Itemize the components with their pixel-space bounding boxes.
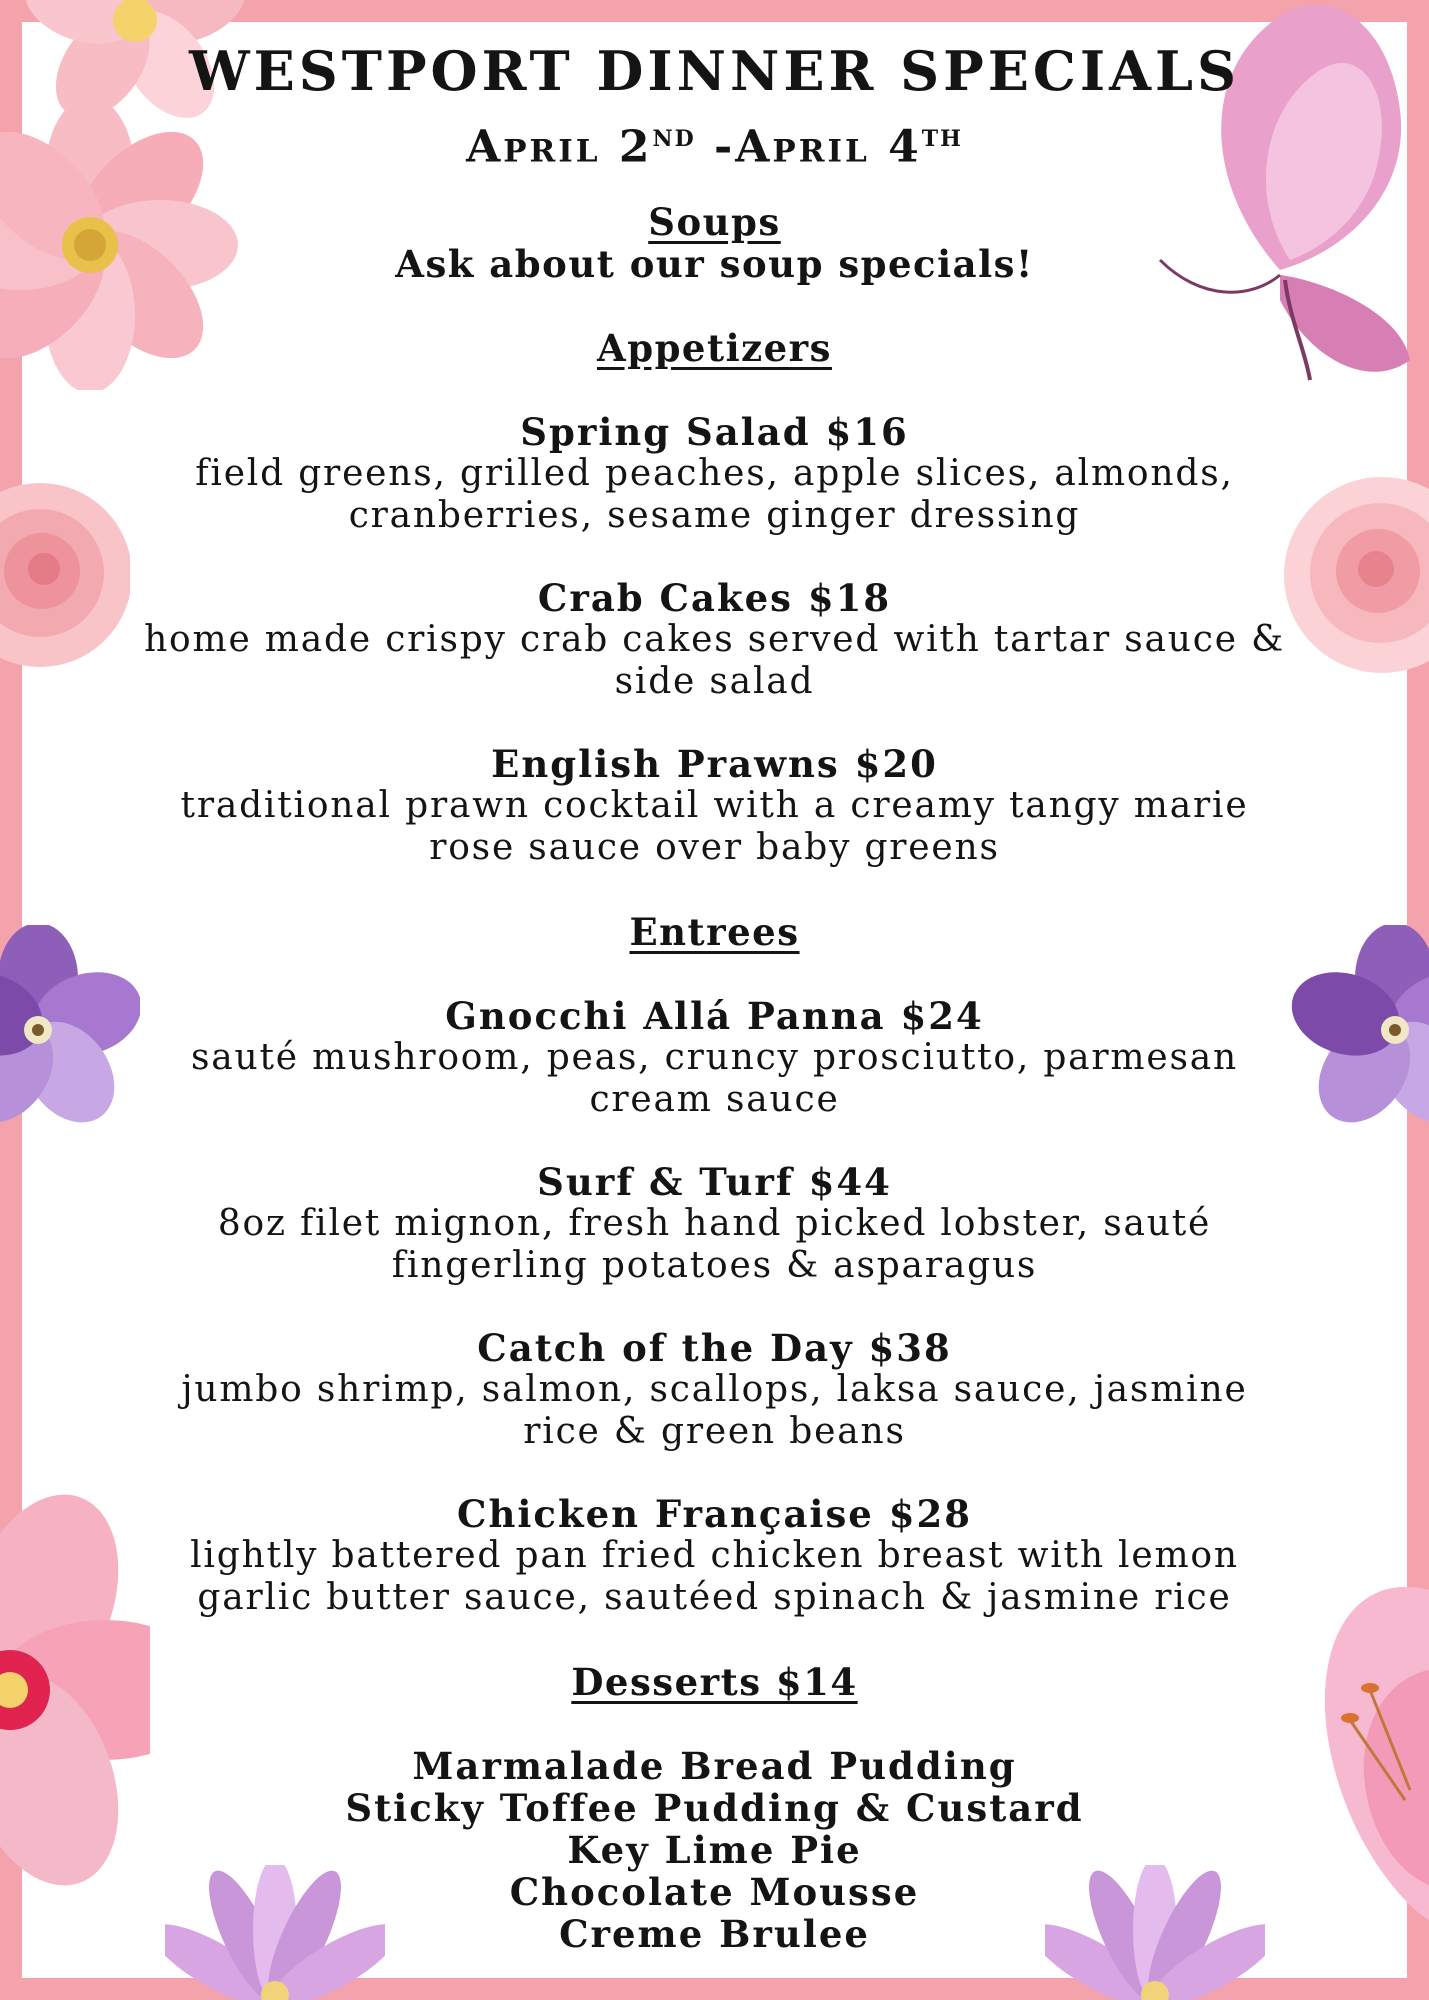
menu-date-range <box>140 104 1289 183</box>
menu-item-name: Catch of the Day $38 <box>477 1325 952 1370</box>
dessert-item: Sticky Toffee Pudding & Custard <box>345 1785 1084 1830</box>
pink-lily-icon <box>1290 1530 1429 1930</box>
menu-item <box>140 411 1289 537</box>
menu-item-name: Crab Cakes $18 <box>537 575 892 620</box>
menu-item-name: Spring Salad $16 <box>520 409 909 454</box>
menu-content <box>140 38 1289 1955</box>
appetizers-heading: Appetizers <box>596 325 832 370</box>
entrees-heading: Entrees <box>629 909 800 954</box>
menu-item-description: field greens, grilled peaches, apple slices, almonds, cranberries, sesame ginger dressing <box>195 452 1234 536</box>
menu-item-description: jumbo shrimp, salmon, scallops, laksa sauce, jasmine rice & green beans <box>181 1368 1248 1452</box>
end-date-suffix: TH <box>921 126 963 152</box>
menu-item <box>140 577 1289 703</box>
menu-item <box>140 743 1289 869</box>
dessert-item: Marmalade Bread Pudding <box>412 1743 1017 1788</box>
pink-rose-icon <box>0 455 130 695</box>
menu-item-description: home made crispy crab cakes served with tartar sauce & side salad <box>144 618 1285 702</box>
menu-item-name: Gnocchi Allá Panna $24 <box>445 993 984 1038</box>
menu-item-description: traditional prawn cocktail with a creamy tangy marie rose sauce over baby greens <box>180 784 1249 868</box>
end-date: April 4 <box>735 121 922 173</box>
date-separator: - <box>695 121 736 173</box>
menu-item <box>140 1161 1289 1287</box>
soups-note: Ask about our soup specials! <box>395 241 1034 286</box>
menu-title: WESTPORT DINNER SPECIALS <box>188 39 1241 103</box>
menu-item <box>140 1493 1289 1619</box>
menu-item-name: Surf & Turf $44 <box>537 1159 892 1204</box>
purple-violet-flower-icon <box>1290 925 1429 1135</box>
soups-heading: Soups <box>648 199 781 244</box>
pink-rose-icon <box>1270 455 1429 705</box>
menu-item-name: English Prawns $20 <box>491 741 938 786</box>
purple-violet-flower-icon <box>0 925 140 1135</box>
start-date-suffix: ND <box>652 126 696 152</box>
dessert-item: Creme Brulee <box>559 1911 870 1956</box>
menu-item-description: sauté mushroom, peas, cruncy prosciutto, parmesan cream sauce <box>191 1036 1238 1120</box>
menu-item-name: Chicken Française $28 <box>457 1491 972 1536</box>
menu-item-description: lightly battered pan fried chicken breast with lemon garlic butter sauce, sautéed spinach & jasmine rice <box>190 1534 1239 1618</box>
desserts-heading: Desserts $14 <box>571 1659 858 1704</box>
dessert-item: Chocolate Mousse <box>509 1869 920 1914</box>
start-date: April 2 <box>466 121 653 173</box>
menu-item <box>140 1327 1289 1453</box>
dessert-item: Key Lime Pie <box>567 1827 862 1872</box>
pink-hibiscus-icon <box>0 1470 150 1890</box>
menu-item-description: 8oz filet mignon, fresh hand picked lobster, sauté fingerling potatoes & asparagus <box>217 1202 1212 1286</box>
menu-item <box>140 995 1289 1121</box>
